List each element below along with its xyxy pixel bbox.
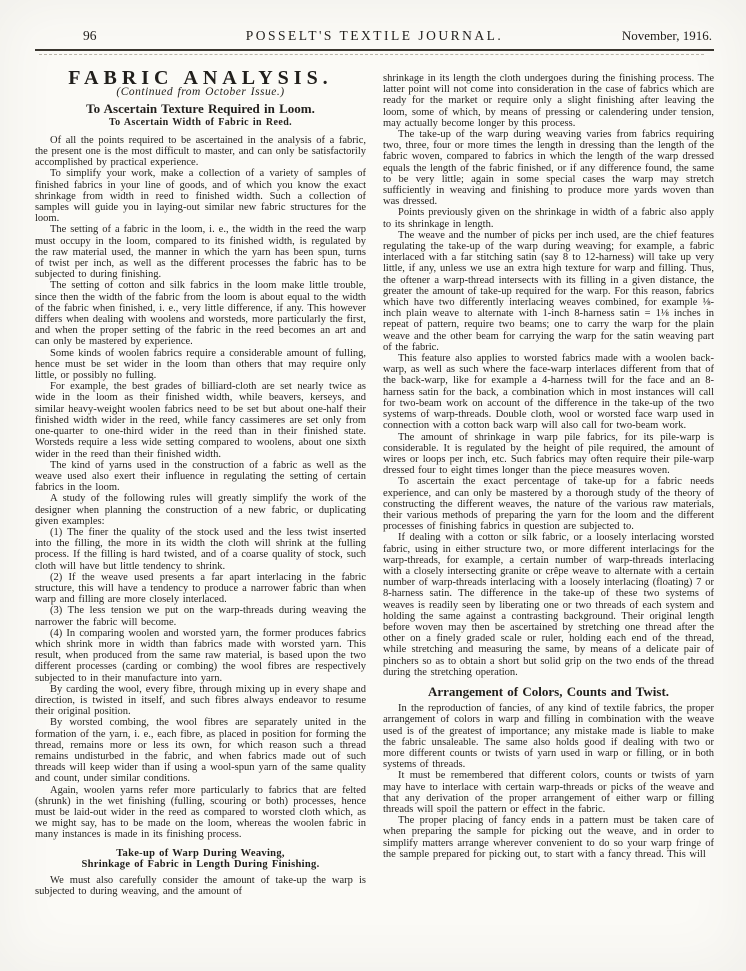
paragraph: The weave and the number of picks per inch used, are the chief features regulating the take-up of the warp during weaving; for example, a fabric interlaced with a far stitching satin (say 8 to 12-harness) will take up very little, if any, unless we use an extra high texture for warp and filling. Thus, the oftener a warp-thread intersects with its filling in a given distance, the greater the amount of take-up required for the warp. For this reason, fabrics which have two differently interlacing weaves combined, for example ⅛-inch plain weave to alternate with 1-inch 8-harness satin = 1⅛ inches in repeat of pattern, require two beams; one to carry the warp for the plain weave and the other beam for carrying the warp for the satin weaving part of the fabric. bbox=[383, 229, 714, 353]
paragraph: The amount of shrinkage in warp pile fabrics, for its pile-warp is considerable. It is regulated by the height of pile required, the amount of wires or loops per inch, etc. Such fabrics may often require their pile-warp dressed four to eight times longer than the piece measures woven. bbox=[383, 431, 714, 477]
paragraph: A study of the following rules will greatly simplify the work of the designer when planning the construction of a new fabric, or duplicating given examples: bbox=[35, 493, 366, 527]
header-rule bbox=[35, 49, 714, 53]
right-column-paragraphs bbox=[383, 129, 714, 678]
issue-date: November, 1916. bbox=[621, 28, 712, 43]
paragraph: Points previously given on the shrinkage in width of a fabric also apply to its shrinkage in length. bbox=[383, 207, 714, 230]
paragraph: The kind of yarns used in the construction of a fabric as well as the weave used also exert their influence in regulating the setting of certain fabrics in the loom. bbox=[35, 459, 366, 494]
midsection-heading-line1: Take-up of Warp During Weaving, bbox=[116, 847, 285, 859]
section-heading: To Ascertain Texture Required in Loom. bbox=[86, 101, 315, 117]
paragraph: To simplify your work, make a collection of a variety of samples of finished fabrics in your line of goods, and of which you know the exact shrinkage from width in reed to finished width. Such a collection of samples will guide you in laying-out similar new fabric structures for the loom. bbox=[35, 168, 366, 225]
right-column-paragraphs-after bbox=[383, 703, 714, 860]
paragraph: This feature also applies to worsted fabrics made with a woolen back-warp, as well as such where the face-warp interlaces different from that of the back-warp, like for example a 4-harness twill for the face and an 8-harness satin for the back, a combination which in most instances will call for two-beam work on account of the difference in the take-up of the two systems of warp-threads. Double cloth, wool or worsted face warp used in connection with a cotton back warp will also call for two-beam work. bbox=[383, 353, 714, 432]
paragraph: (2) If the weave used presents a far apart interlacing in the fabric structure, this will have a tendency to produce a narrower fabric than when warp and filling are more closely interlaced. bbox=[35, 571, 366, 606]
paragraph: In the reproduction of fancies, of any kind of textile fabrics, the proper arrangement of colors in warp and filling in combination with the weave used is of the greatest of importance; any mistake made is liable to make the fabric unsaleable. The same also holds good if dealing with two or more different counts or twists of yarn used in warp or filling, or in both systems of threads. bbox=[383, 703, 714, 771]
paragraph: To ascertain the exact percentage of take-up for a fabric needs experience, and can only be mastered by a thorough study of the theory of constructing the different weaves, the nature of the various raw materials, their various methods of preparing the yarn for the loom and the different processes of finishing fabrics in question are subjected to. bbox=[383, 476, 714, 533]
paragraph: Of all the points required to be ascertained in the analysis of a fabric, the present one is the most difficult to master, and can only be satisfactorily accomplished by practical experience. bbox=[35, 134, 366, 169]
left-column bbox=[35, 67, 366, 898]
paragraph: The take-up of the warp during weaving varies from fabrics requiring two, three, four or more times the length in dressing than the length of the fabric woven, compared to fabrics in which the length of the warp dressed equals the length of the fabric finished, or if any difference found, the same to be very little; again in some special cases the warp may stretch sufficiently in weaving and finishing to produce more yards woven than was dressed. bbox=[383, 129, 714, 208]
paragraph: The setting of a fabric in the loom, i. e., the width in the reed the warp must occupy in the loom, compared to its finished width, is regulated by the raw material used, the manner in which the yarn has been spun, turns of twist per inch, as well as the different processes the fabric has to be subjected to during finishing. bbox=[35, 224, 366, 281]
article-subtitle: (Continued from October Issue.) bbox=[116, 86, 285, 99]
page-number: 96 bbox=[83, 28, 97, 43]
paragraph: (1) The finer the quality of the stock used and the less twist inserted into the filling, the more in its width the cloth will shrink at the fulling process. If the filling is hard twisted, and of a coarse quality of stock, such cloth will have but little tendency to shrink. bbox=[35, 526, 366, 572]
section-subheading: To Ascertain Width of Fabric in Reed. bbox=[108, 116, 293, 128]
colors-counts-twist-heading: Arrangement of Colors, Counts and Twist. bbox=[427, 683, 670, 699]
continuation-paragraph: shrinkage in its length the cloth undergoes during the finishing process. The latter point will not come into consideration in the case of fabrics which are ready for the market or require only a slight finishing after leaving the loom, some of which, by means of pressing or calendering under tension, may actually become longer by this process. bbox=[383, 73, 714, 129]
midsection-heading-line2: Shrinkage of Fabric in Length During Finishing. bbox=[81, 858, 320, 870]
paragraph: By worsted combing, the wool fibres are separately united in the formation of the yarn, i. e., each fibre, as placed in position for forming the thread, remains more or less its own, for which reason such a thread remains undisturbed in the fabric, and when fabrics made out of such threads will keep wider than if using a wool-spun yarn of the same quality and count, under similar conditions. bbox=[35, 717, 366, 785]
paragraph: We must also carefully consider the amount of take-up the warp is subjected to during weaving, and the amount of bbox=[35, 875, 366, 898]
paragraph: It must be remembered that different colors, counts or twists of yarn may have to interlace with certain warp-threads or picks of the weave and that any derivation of the proper arrangement of either warp or filling threads will spoil the pattern or effect in the fabric. bbox=[383, 770, 714, 815]
page-header bbox=[35, 28, 714, 49]
article-title: FABRIC ANALYSIS. bbox=[68, 67, 333, 89]
paragraph: Again, woolen yarns refer more particularly to fabrics that are felted (shrunk) in the wet finishing (fulling, scouring or both) processes, hence must be laid-out wider in the reed as compared to worsted cloth which, as we might say, has to be made on the loom, whereas the woolen fabric in many instances is made in its finishing process. bbox=[35, 784, 366, 841]
paragraph: By carding the wool, every fibre, through mixing up in every shape and direction, is twisted in itself, and such fibres always endeavor to resume their original position. bbox=[35, 683, 366, 718]
right-column bbox=[383, 73, 714, 897]
paragraph: Some kinds of woolen fabrics require a considerable amount of fulling, hence must be set wider in the loom than others that may require only little, or possibly no fulling. bbox=[35, 347, 366, 382]
paragraph: The proper placing of fancy ends in a pattern must be taken care of when preparing the sample for picking out the weave, and in order to simplify matters arrange wherever convenient to do so your warp fringe of the sample prepared for picking out, to start with a fancy thread. This will bbox=[383, 815, 714, 860]
journal-title: POSSELT'S TEXTILE JOURNAL. bbox=[245, 28, 504, 43]
article-body bbox=[35, 53, 714, 897]
paragraph: If dealing with a cotton or silk fabric, or a loosely interlacing worsted fabric, using in either structure two, or more different interlacings for the warp-threads, for example, a certain number of warp-threads interlacing with a closely intersecting granite or crêpe weave to alternate with a certain number of warp-threads interlacing with a loosely interlacing (floating) 7 or 8-harness satin. The difference in the take-up of these two systems of weaves is readily seen by liberating one or two threads of each system and holding the same against a contrasting background. Their original length before woven may then be ascertained by stretching one thread after the other on a finely graded scale or ruler, holding each end of the thread, while stretching and measuring the same, by means of a delicate pair of pinchers so as to obtain a short but solid grip on the two ends of the thread during the stretching operation. bbox=[383, 532, 714, 678]
left-column-paragraphs bbox=[35, 135, 366, 841]
paragraph: The setting of cotton and silk fabrics in the loom make little trouble, since then the width of the fabric from the loom is about equal to the width of the fabric when finished, i. e., very little difference, if any. This however differs when dealing with woolens and worsteds, more particularly the first, and when the proper setting of the fabric in the reed becomes an art and can only be mastered by experience. bbox=[35, 280, 366, 348]
paragraph: For example, the best grades of billiard-cloth are set nearly twice as wide in the loom as their finished width, while beavers, kerseys, and similar heavy-weight woolen fabrics need to be set but about one-half their finished width wider in the reed, while fancy cassimeres are set only from one-quarter to one-third wider in the reed than in their finished state. Worsteds require a less wide setting compared to woolens, about one sixth wider in the reed than their finished width. bbox=[35, 381, 366, 460]
paragraph: (3) The less tension we put on the warp-threads during weaving the narrower the fabric will become. bbox=[35, 605, 366, 628]
paragraph: (4) In comparing woolen and worsted yarn, the former produces fabrics which shrink more in width than fabrics made with worsted yarn. This result, when produced from the same raw material, is based upon the two different processes (carding or combing) the wool fibres are respectively subjected to in their manufacture into yarn. bbox=[35, 627, 366, 684]
